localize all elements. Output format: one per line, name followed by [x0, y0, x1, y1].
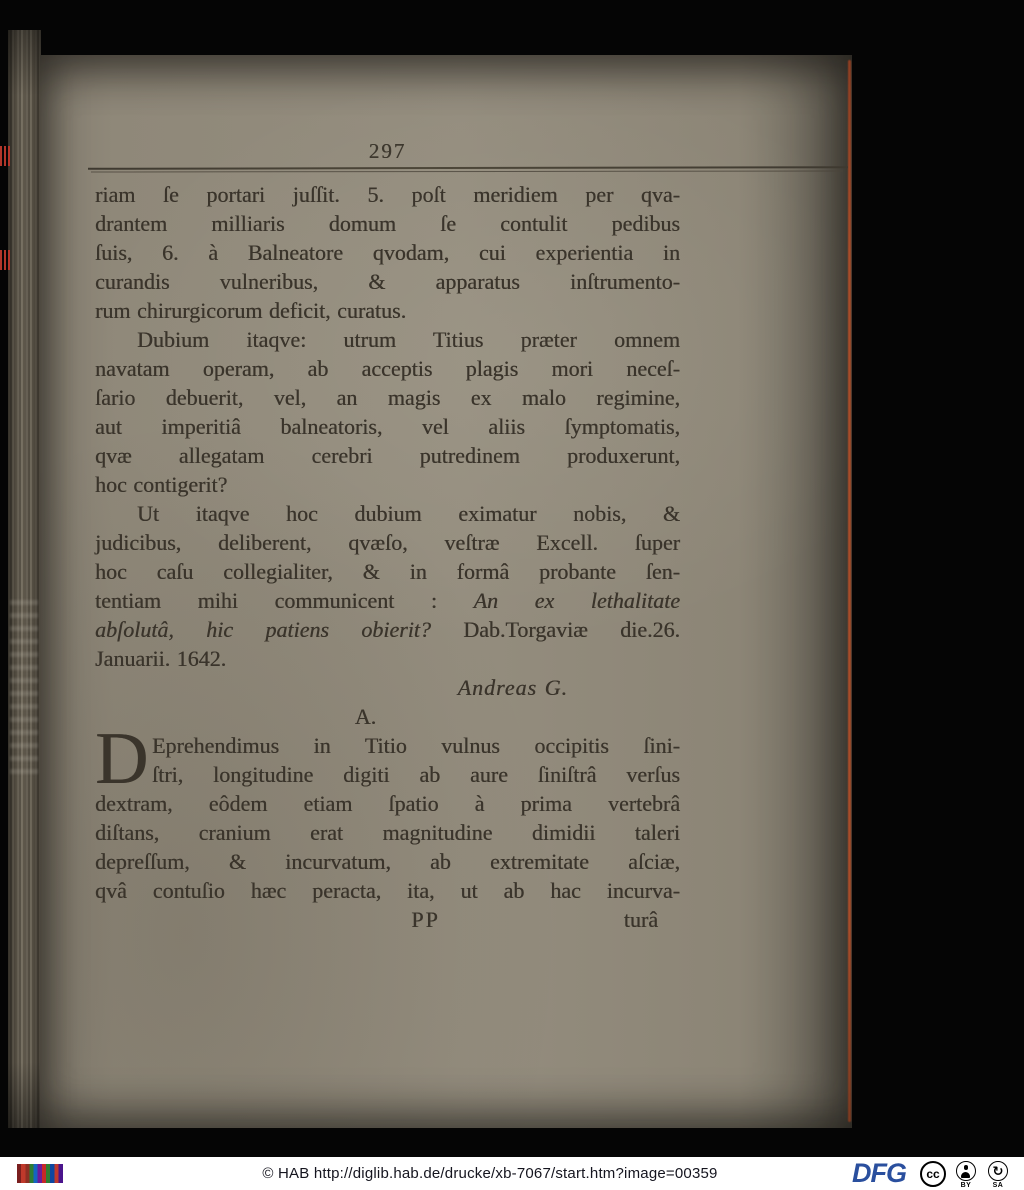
text-line: Eprehendimus in Titio vulnus occipitis ſini- [152, 733, 680, 758]
text-segment-italic: An ex lethalitate [473, 588, 680, 613]
text-segment-italic: abſolutâ, hic patiens obierit? [95, 617, 431, 642]
footer-bar [0, 1157, 1024, 1190]
signature-mark: PP [411, 907, 440, 932]
text-line: hoc caſu collegialiter, & in formâ probante ſen- [95, 559, 680, 584]
cc-logo-icon[interactable]: cc [920, 1161, 946, 1187]
text-line: qvâ contuſio hæc peracta, ita, ut ab hac incurva- [95, 878, 680, 903]
dropcap-paragraph-start [95, 718, 680, 800]
share-alike-arrow-icon: ↻ [988, 1161, 1008, 1181]
text-segment: Dab.Torgaviæ die.26. [430, 617, 680, 642]
rule-line [91, 170, 843, 172]
text-line: hoc contigerit? [95, 472, 228, 497]
person-icon [956, 1161, 976, 1181]
dropcap-initial: D [95, 718, 149, 800]
text-line [95, 615, 680, 644]
cc-sa-badge[interactable] [986, 1161, 1010, 1189]
text-line: curandis vulneribus, & apparatus inſtrumento- [95, 269, 680, 294]
book-fore-edge [8, 30, 41, 1128]
text-line: diſtans, cranium erat magnitudine dimidii taleri [95, 820, 680, 845]
page-edge-color [848, 60, 851, 1122]
text-line: dextram, eôdem etiam ſpatio à prima vertebrâ [95, 791, 680, 816]
text-line: ſario debuerit, vel, an magis ex malo regimine, [95, 385, 680, 410]
cc-by-label: BY [960, 1182, 972, 1189]
text-line: ſtri, longitudine digiti ab aure ſiniſtrâ verſus [152, 762, 680, 787]
text-line: rum chirurgicorum deficit, curatus. [95, 298, 407, 323]
copyright-url-link[interactable]: © HAB http://diglib.hab.de/drucke/xb-7067/start.htm?image=00359 [262, 1165, 718, 1182]
text-line: aut imperitiâ balneatoris, vel aliis ſymptomatis, [95, 414, 680, 439]
cc-by-badge[interactable] [954, 1161, 978, 1189]
cc-license-badges [920, 1161, 1010, 1189]
dropcap-wrapped-lines [152, 731, 680, 789]
author-signature: Andreas G. [457, 675, 568, 700]
text-line: Ut itaqve hoc dubium eximatur nobis, & [137, 501, 680, 526]
text-line: Januarii. 1642. [95, 646, 227, 671]
header-rule [88, 167, 848, 174]
text-line: judicibus, deliberent, qvæſo, veſtræ Excell. ſuper [95, 530, 680, 555]
text-line [95, 586, 680, 615]
section-letter: A. [354, 704, 377, 729]
red-registration-marks-icon [0, 146, 12, 166]
text-line: drantem milliaris domum ſe contulit pedibus [95, 211, 680, 236]
dfg-logo[interactable]: DFG [852, 1158, 906, 1188]
text-line: depreſſum, & incurvatum, ab extremitate aſciæ, [95, 849, 680, 874]
text-line: Dubium itaqve: utrum Titius præter omnem [137, 327, 680, 352]
text-block [95, 180, 680, 934]
catchword: turâ [623, 907, 658, 932]
book-page-scan [40, 55, 852, 1128]
rule-line [88, 166, 848, 170]
folio-number: 297 [368, 139, 407, 163]
red-registration-marks-icon [0, 250, 12, 270]
text-line: riam ſe portari juſſit. 5. poſt meridiem per qva- [95, 182, 680, 207]
catchword-line [95, 905, 680, 934]
text-line: ſuis, 6. à Balneatore qvodam, cui experientia in [95, 240, 680, 265]
text-segment: tentiam mihi communicent : [95, 588, 474, 613]
text-line: navatam operam, ab acceptis plagis mori neceſ- [95, 356, 680, 381]
cc-sa-label: SA [992, 1182, 1004, 1189]
text-line: qvæ allegatam cerebri putredinem produxerunt, [95, 443, 680, 468]
page-showthrough [10, 600, 38, 780]
